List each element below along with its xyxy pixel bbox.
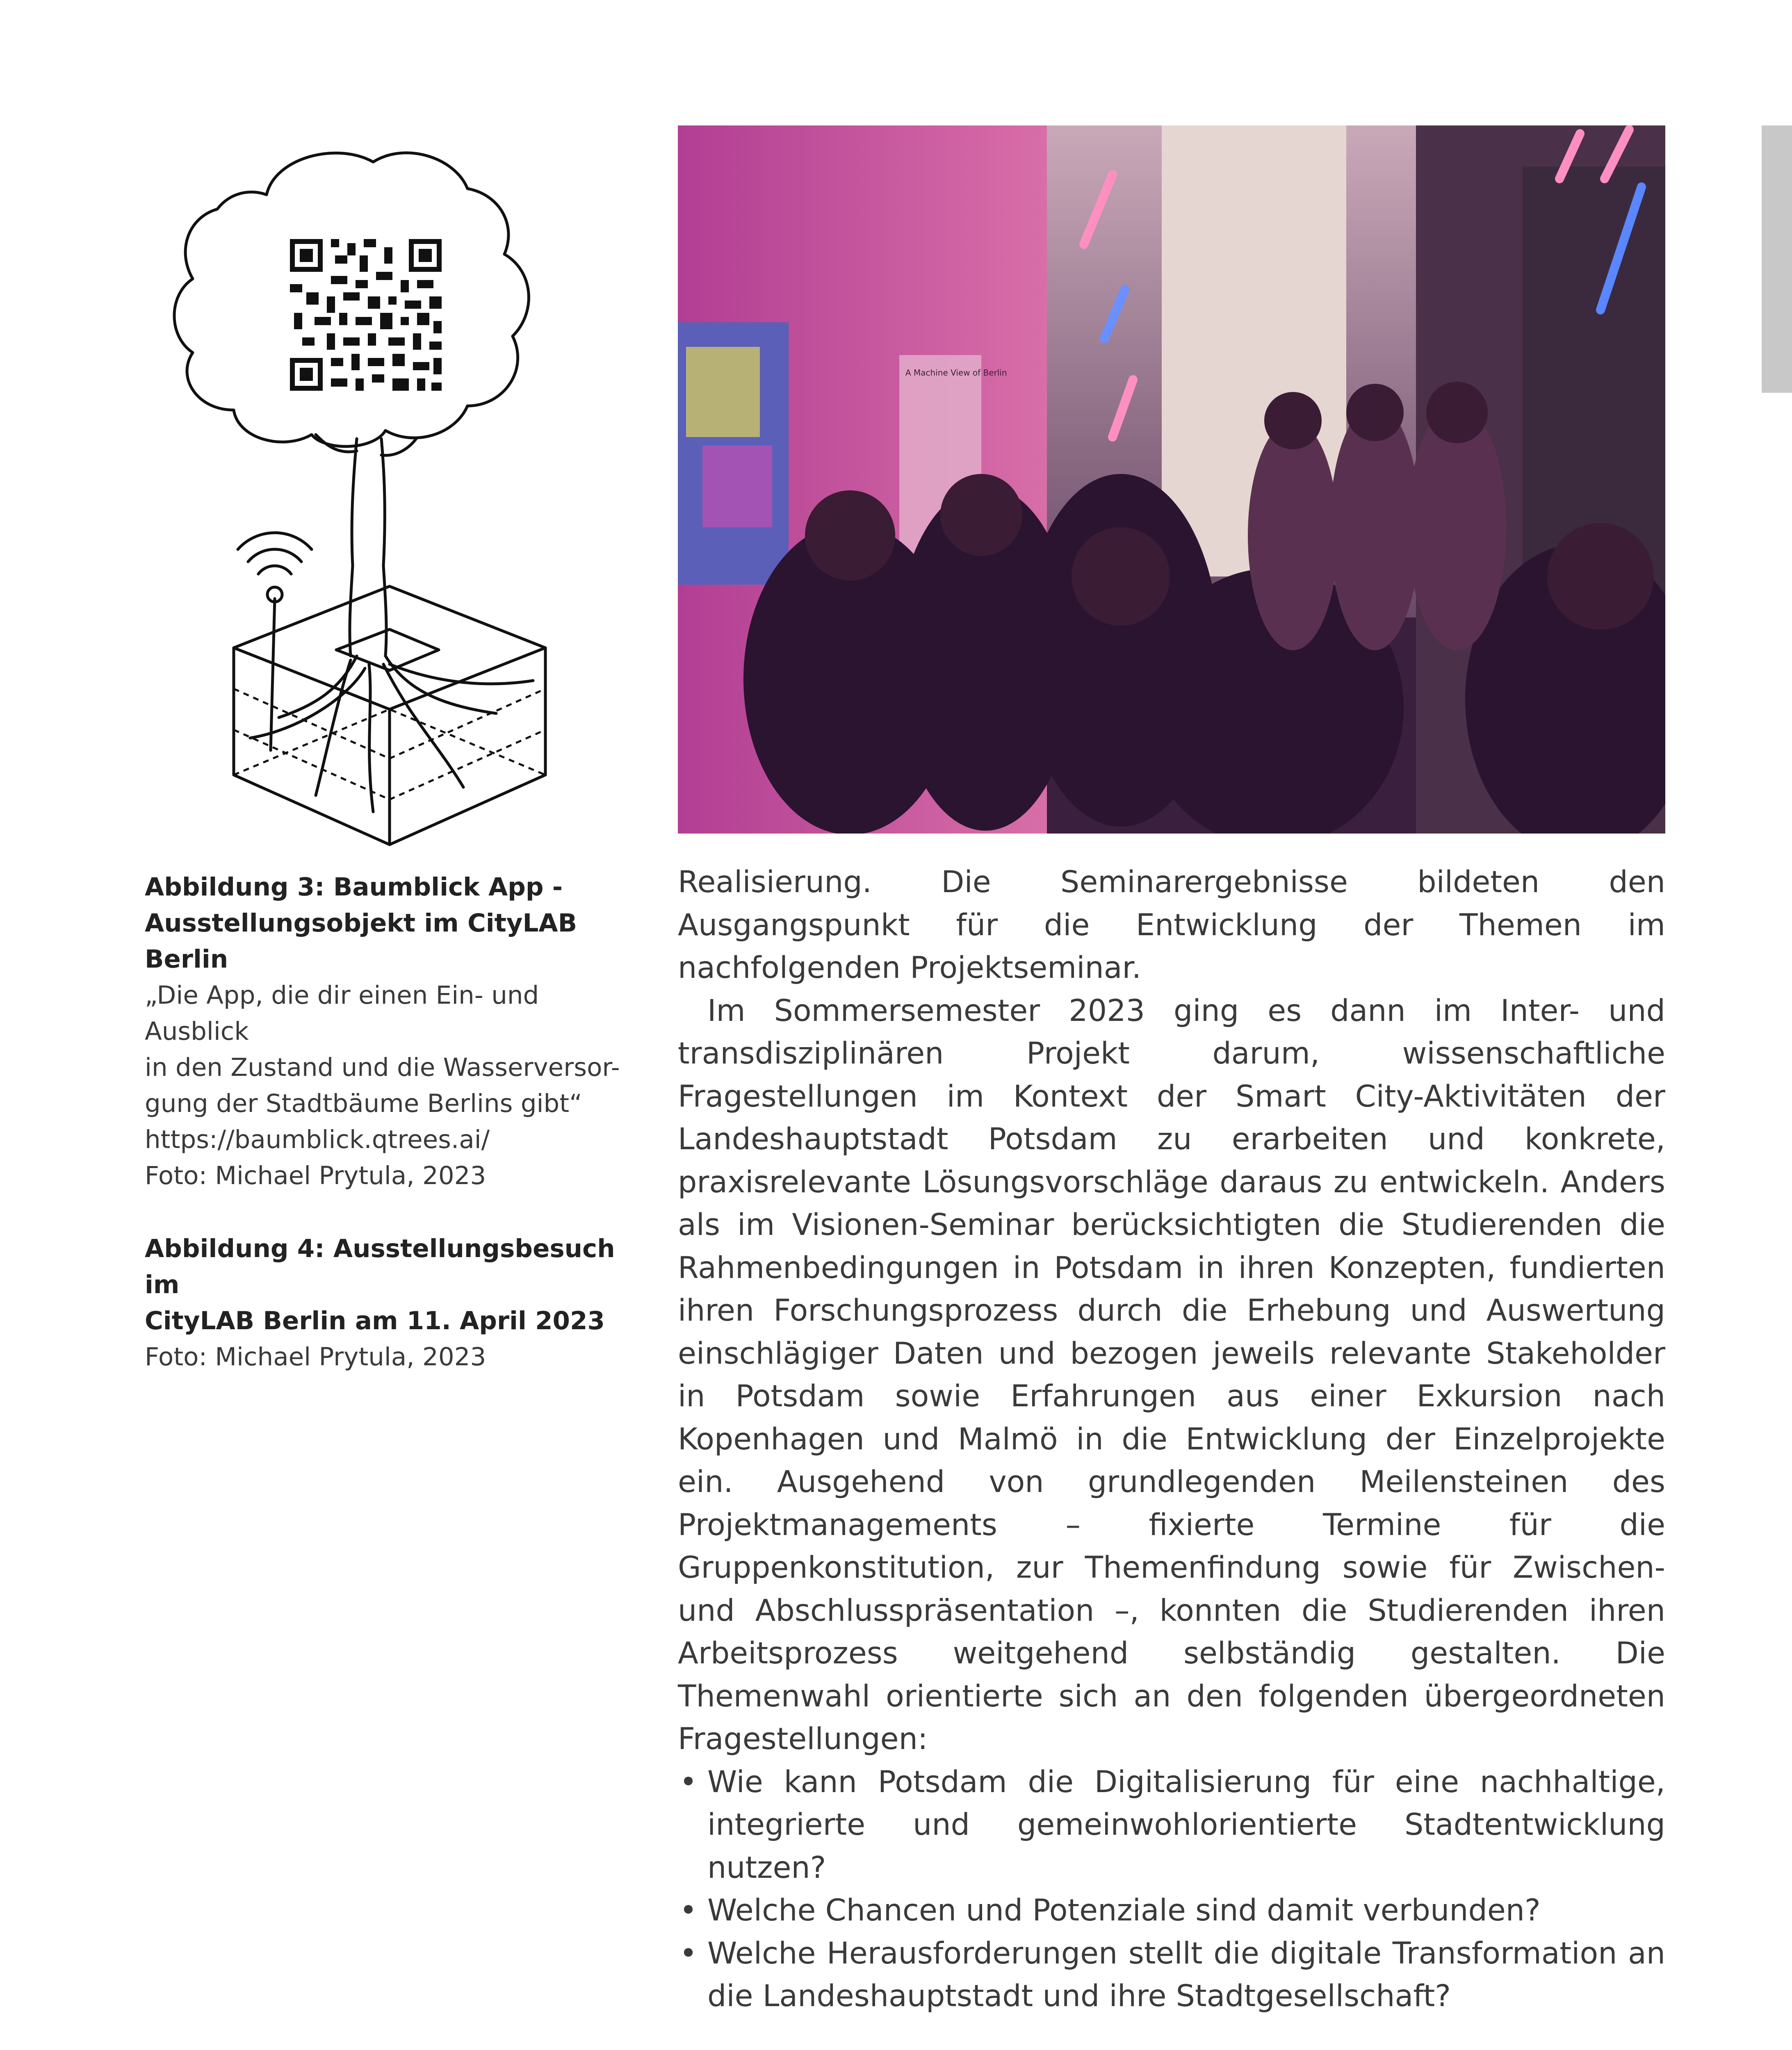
caption-figure-3 bbox=[145, 869, 620, 1194]
list-item: • Welche Herausforderungen stellt die digitale Transformation an die Landeshauptstadt und ihre Stadtgesellschaft? bbox=[678, 1932, 1665, 2018]
caption-figure-4 bbox=[145, 1231, 620, 1375]
photo-panel-title: A Machine View of Berlin bbox=[905, 368, 1007, 378]
caption-link[interactable]: https://baumblick.qtrees.ai/ bbox=[145, 1125, 490, 1154]
caption-line: Foto: Michael Prytula, 2023 bbox=[145, 1342, 486, 1371]
body-text bbox=[678, 861, 1665, 2050]
tree-illustration bbox=[144, 123, 578, 853]
question-list bbox=[678, 1761, 1665, 2018]
list-item: • Wie kann Potsdam die Digitalisierung für eine nachhaltige, integrierte und gemeinwohlorientierte Stadtentwicklung nutzen? bbox=[678, 1761, 1665, 1890]
caption-title: Abbildung 4: Ausstellungsbesuch im CityLAB Berlin am 11. April 2023 bbox=[145, 1234, 615, 1335]
paragraph-1: Realisierung. Die Seminarergebnisse bildeten den Ausgangspunkt für die Entwicklung der Themen im nachfolgenden Projektseminar. bbox=[678, 865, 1665, 985]
section-tab bbox=[1762, 125, 1792, 393]
caption-line: in den Zustand und die Wasserversor- bbox=[145, 1053, 620, 1082]
caption-title: Abbildung 3: Baumblick App - Ausstellungsobjekt im CityLAB Berlin bbox=[145, 872, 577, 974]
caption-line: „Die App, die dir einen Ein- und Ausblick bbox=[145, 981, 539, 1046]
caption-line: gung der Stadtbäume Berlins gibt“ bbox=[145, 1089, 582, 1118]
paragraph-gap bbox=[678, 2018, 1665, 2050]
figure-captions bbox=[145, 869, 620, 1375]
list-item: • Welche Chancen und Potenziale sind damit verbunden? bbox=[678, 1889, 1665, 1932]
caption-line: Foto: Michael Prytula, 2023 bbox=[145, 1161, 486, 1190]
paragraph-2: Im Sommersemester 2023 ging es dann im Inter- und transdisziplinären Projekt darum, wissenschaftliche Fragestellungen im Kontext der Smart City-Aktivitäten der Landeshauptstadt Potsdam zu erarbeiten und konkrete, praxisrelevante Lösungsvorschläge daraus zu entwickeln. Anders als im Visionen-Seminar berücksichtigten die Studierenden die Rahmenbedingungen in Potsdam in ihren Konzepten, fundierten ihren Forschungsprozess durch die Erhebung und Auswertung einschlägiger Daten und bezogen jeweils relevante Stakeholder in Potsdam sowie Erfahrungen aus einer Exkursion nach Kopenhagen und Malmö in die Entwicklung der Einzelprojekte ein. Ausgehend von grundlegenden Meilensteinen des Projektmanagements – fixierte Termine für die Gruppenkonstitution, zur Themenfindung sowie für Zwischen- und Abschlusspräsentation –, konnten die Studierenden ihren Arbeitsprozess weitgehend selbständig gestalten. Die Themenwahl orientierte sich an den folgenden übergeordneten Fragestellungen: bbox=[678, 993, 1665, 1756]
exhibition-photo bbox=[678, 125, 1665, 834]
qr-code-icon bbox=[290, 239, 442, 391]
